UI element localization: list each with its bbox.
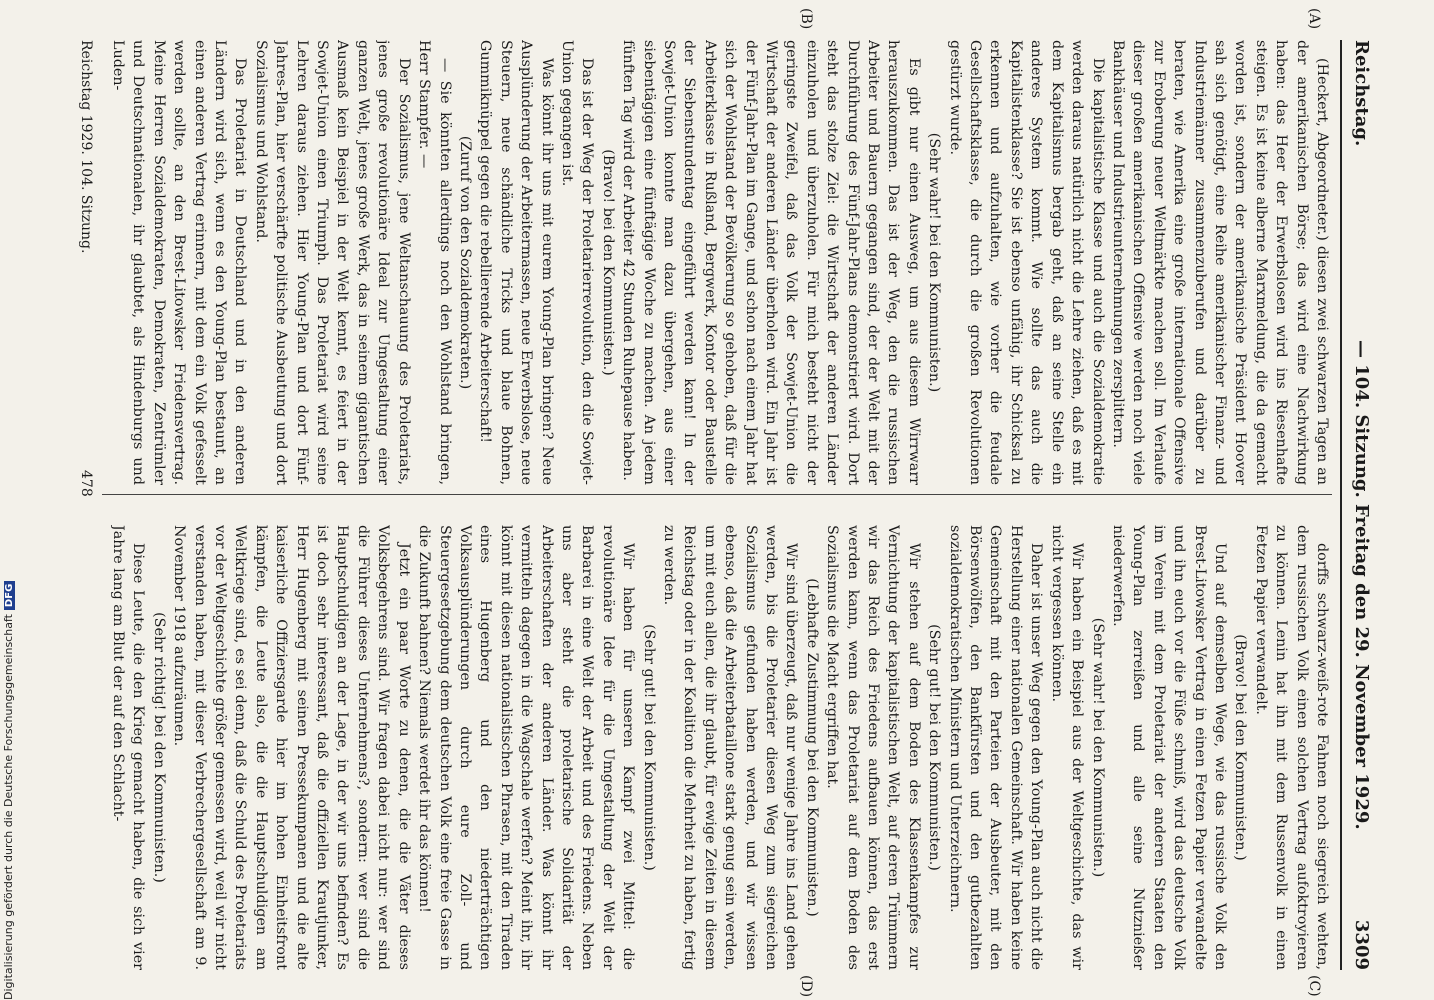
interjection: (Zuruf von den Sozialdemokraten.)	[456, 135, 473, 390]
paragraph: Jetzt ein paar Worte zu denen, die die Väter dieses Volksbegehrens sind. Wir fragen dabei nicht nur: wer sind die Führer dieses Unternehmens?, sondern: wer sind die Hauptschuldigen an der Lage, in der wir uns befinden? Es ist doch sehr interessant, daß die offiziellen Krautjunker, Herr Hugenberg mit seinen Pressekumpanen und die alte kaiserliche Offiziersgarde hier im hohen Einheitsfront kämpfen, die Leute also, die die Hauptschuldigen am Weltkriege sind, es sei denn, daß die Schuld des Proletariats vor der Weltgeschichte größer gemessen wird, weil wir nicht verstanden haben, mit dieser Verbrechergesellschaft am 9. November 1918 aufzuräumen.	[171, 525, 412, 970]
interjection: (Bravo! bei den Kommunisten.)	[599, 149, 616, 376]
interjection: (Sehr wahr! bei den Kommunisten.)	[926, 132, 943, 393]
paragraph: Wir haben ein Beispiel aus der Weltgeschichte, das wir nicht vergessen können.	[1048, 525, 1086, 970]
paragraph: Die kapitalistische Klasse und auch die Sozialdemokratie werden daraus natürlich nicht die Lehre ziehen, daß es mit dem Kapitalismus bergab geht, daß an seine Stelle ein anderes System kommt. Wie sollte das auch die Kapitalistenklasse? Sie ist ebenso unfähig, ihr Schicksal zu erkennen und aufzuhalten, wie vorher die feudale Gesellschaftsklasse, die durch die großen Revolutionen gestürzt wurde.	[946, 40, 1106, 485]
interjection: (Sehr wahr! bei den Kommunisten.)	[1089, 617, 1106, 878]
paragraph: Und auf demselben Wege, wie das russische Volk den Brest-Litowsker Vertrag in einen Fetzen Papier verwandelte und ihn euch vor die Füße schmiß, wird das deutsche Volk im Verein mit dem Proletariat der anderen Staaten den Young-Plan zerreißen und alle seine Nutznießer niederwerfen.	[1109, 525, 1228, 970]
digitization-notice	[2, 0, 22, 1000]
paragraph: Das ist der Weg der Proletarierrevolution, den die Sowjet-Union gegangen ist.	[558, 40, 596, 485]
margin-marker-d: (D)	[798, 975, 814, 998]
interjection: (Sehr gut! bei den Kommunisten.)	[926, 624, 943, 871]
footer-session: Reichstag 1929. 104. Sitzung.	[78, 40, 94, 254]
paragraph: dorffs schwarz-weiß-rote Fahnen noch siegreich wehten, dem russischen Volk einen solchen Vertrag aufoktroyieren zu können. Lenin hat ihn mit dem Russenvolk in einen Fetzen Papier verwandelt.	[1252, 525, 1330, 970]
paragraph: Was könnt ihr uns mit eurem Young-Plan bringen? Neue Ausplünderung der Arbeitermassen, neue Erwerbslose, neue Steuern, neue schändliche Tricks und blaue Bohnen, Gummiknüppel gegen die rebellierende Arbeiterschaft!	[477, 40, 555, 485]
paragraph: Der Sozialismus, jene Weltanschauung des Proletariats, jenes große revolutionäre Ideal zur Umgestaltung einer ganzen Welt, jenes große Werk, das in seinem gigantischen Ausmaß kein Beispiel in der Welt kennt, es feiert in der Sowjet-Union einen Triumph. Das Proletariat wird seine Lehren daraus ziehen. Hier Young-Plan und dort Fünf-Jahres-Plan, hier verschärfte politische Ausbeutung und dort Sozialismus und Wohlstand.	[252, 40, 412, 485]
page-header	[1348, 40, 1372, 970]
paragraph: Es gibt nur einen Ausweg, um aus diesem Wirrwarr herauszukommen. Das ist der Weg, den die russischen Arbeiter und Bauern gegangen sind, der der Welt mit der Durchführung des Fünf-Jahr-Plans demonstriert wird. Dort steht das stolze Ziel: die Wirtschaft der anderen Länder einzuholen und überzuholen. Für mich besteht nicht der geringste Zweifel, daß das Volk der Sowjet-Union die Wirtschaft der anderen Länder überholen wird. Ein Jahr ist der Fünf-Jahr-Plan im Gange, und schon nach einem Jahr hat sich der Wohlstand der Bevölkerung so gehoben, daß für die Arbeiterklasse in Rußland, Bergwerk, Kontor oder Baustelle der Siebenstundentag eingeführt werden kann! In der Sowjet-Union konnte man dazu übergehen, aus einer siebentägigen eine fünftägige Woche zu machen. An jedem fünften Tag wird der Arbeiter 42 Stunden Ruhepause haben.	[620, 40, 922, 485]
paragraph: Wir haben für unseren Kampf zwei Mittel: die revolutionäre Idee für die Umgestaltung der Welt der Barbarei in eine Welt der Arbeit und des Friedens. Neben uns aber steht die proletarische Solidarität der Arbeiterschaften der anderen Länder. Was könnt ihr vermitteln dagegen in die Wagschale werfen? Meint ihr, ihr könnt mit diesen nationalistischen Phrasen, mit den Tiraden eines Hugenberg und den niederträchtigen Volksausplünderungen durch eure Zoll- und Steuergesetzgebung dem deutschen Volk eine freie Gasse in die Zukunft bahnen? Niemals werdet ihr das können!	[416, 525, 637, 970]
digitization-text: Digitalisierung gefördert durch die Deutsche Forschungsgemeinschaft	[2, 614, 15, 1000]
paragraph: Wir stehen auf dem Boden des Klassenkampfes zur Vernichtung der kapitalistischen Welt, auf deren Trümmern wir das Reich des Friedens aufbauen können, das erst werden kann, wenn das Proletariat auf dem Boden des Sozialismus die Macht ergriffen hat.	[824, 525, 922, 970]
page-number: 3309	[1351, 919, 1372, 970]
column-divider	[102, 494, 1332, 495]
paragraph: — Sie könnten allerdings noch den Wohlstand bringen, Herr Stampfer. —	[416, 40, 453, 485]
footer-sheet-number: 478	[78, 470, 94, 497]
interjection: (Bravo! bei den Kommunisten.)	[1232, 634, 1249, 861]
header-rule	[1340, 40, 1342, 970]
interjection: (Sehr gut! bei den Kommunisten.)	[640, 624, 657, 871]
left-column	[102, 40, 1332, 485]
header-left: Reichstag.	[1351, 40, 1372, 147]
interjection: (Lebhafte Zustimmung bei den Kommunisten.)	[803, 578, 820, 917]
margin-marker-c: (C)	[1306, 975, 1322, 997]
margin-marker-b: (B)	[798, 8, 814, 30]
right-column	[102, 525, 1332, 970]
paragraph: Daher ist unser Weg gegen den Young-Plan auch nicht die Herstellung einer nationalen Gemeinschaft. Wir haben keine Gemeinschaft mit den Parteien der Ausbeuter, mit den Börsenwölfen, den Bankfürsten und den gutbezahlten sozialdemokratischen Ministern und Unterzeichnern.	[946, 525, 1045, 970]
dfg-logo: DFG	[4, 581, 15, 610]
header-center: — 104. Sitzung. Freitag den 29. November 1929.	[1351, 340, 1372, 830]
paragraph: (Heckert, Abgeordneter.) diesen zwei schwarzen Tagen an der amerikanischen Börse; das wird eine Nachwirkung haben: das Heer der Erwerbslosen wird ins Riesenhafte steigen. Es ist keine alberne Marxmeldung, die da gemacht worden ist, sondern der amerikanische Präsident Hoover sah sich genötigt, eine Reihe amerikanischer Finanz- und Industriemänner zusammenzuberufen und darüber zu beraten, wie Amerika eine große internationale Offensive zur Eroberung neuer Weltmärkte machen soll. Im Verlaufe dieser großen amerikanischen Offensive werden noch viele Bankhäuser und Industrieunternehmungen zersplittern.	[1109, 40, 1330, 485]
margin-marker-a: (A)	[1306, 8, 1322, 30]
paragraph: Wir sind überzeugt, daß nur wenige Jahre ins Land gehen werden, bis die Proletarier diesen Weg zum siegreichen Sozialismus gefunden haben werden, und wir wissen ebenso, daß die Arbeiterbataillone stark genug sein werden, um mit euch allen, die ihr glaubt, für ewige Zeiten in diesem Reichstag oder in der Koalition die Mehrheit zu haben, fertig zu werden.	[661, 525, 800, 970]
paragraph: Diese Leute, die den Krieg gemacht haben, die sich vier Jahre lang am Blut der auf den Schlacht-	[110, 525, 147, 970]
paragraph: Das Proletariat in Deutschland und in den anderen Ländern wird sich, wenn es den Young-Plan bestaunt, an einen anderen Vertrag erinnern, mit dem ein Volk gefesselt werden sollte, an den Brest-Litowsker Friedensvertrag. Meine Herren Sozialdemokraten, Demokraten, Zentrümler und Deutschnationalen, ihr glaubtet, als Hindenburgs und Luden-	[110, 40, 249, 485]
interjection: (Sehr richtig! bei den Kommunisten.)	[150, 612, 167, 883]
